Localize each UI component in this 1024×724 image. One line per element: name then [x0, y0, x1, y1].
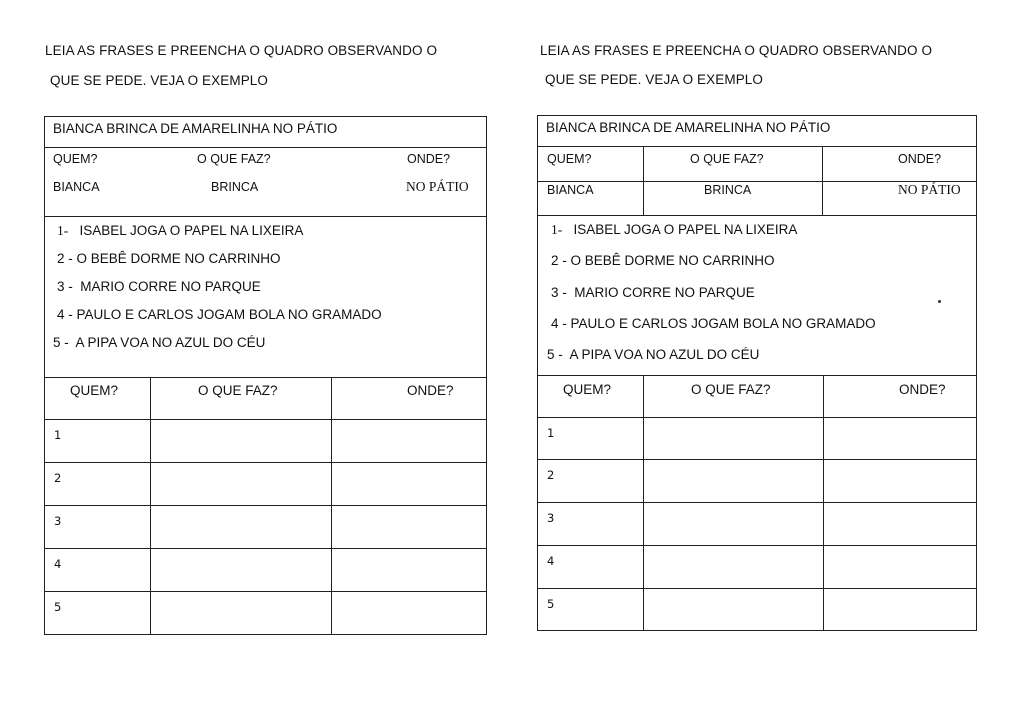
row-number: 2 — [54, 471, 62, 485]
grid-header-o-que-faz: O QUE FAZ? — [691, 382, 771, 397]
answer-cell-o-que-faz-1[interactable] — [152, 421, 330, 461]
example-header-onde: ONDE? — [898, 152, 942, 166]
answer-cell-quem-5[interactable] — [66, 593, 148, 633]
grid-row-divider — [537, 588, 977, 589]
row-number: 1 — [54, 428, 62, 442]
example-header-o-que-faz: O QUE FAZ? — [197, 152, 271, 166]
answer-cell-onde-1[interactable] — [825, 419, 975, 458]
answer-cell-quem-3[interactable] — [66, 507, 148, 547]
answer-cell-quem-5[interactable] — [559, 590, 641, 630]
answer-cell-onde-1[interactable] — [333, 421, 485, 461]
answer-cell-quem-1[interactable] — [66, 421, 148, 461]
row-number: 4 — [547, 554, 555, 568]
example-header-quem: QUEM? — [53, 152, 98, 166]
grid-header-onde: ONDE? — [899, 382, 946, 397]
sentence-2: 2 - O BEBÊ DORME NO CARRINHO — [57, 251, 281, 266]
instruction-line-2: QUE SE PEDE. VEJA O EXEMPLO — [50, 73, 269, 88]
sentence-5: 5 - A PIPA VOA NO AZUL DO CÉU — [547, 347, 760, 362]
answer-cell-quem-3[interactable] — [559, 504, 641, 544]
grid-row-divider — [44, 591, 487, 592]
example-sentence: BIANCA BRINCA DE AMARELINHA NO PÁTIO — [53, 121, 338, 136]
sentence-2: 2 - O BEBÊ DORME NO CARRINHO — [551, 253, 775, 268]
answer-cell-onde-2[interactable] — [333, 464, 485, 504]
row-number: 3 — [547, 511, 555, 525]
example-header-quem: QUEM? — [547, 152, 592, 166]
answer-cell-quem-4[interactable] — [66, 550, 148, 590]
scan-speck — [938, 300, 941, 303]
sentence-4: 4 - PAULO E CARLOS JOGAM BOLA NO GRAMADO — [57, 307, 382, 322]
grid-row-divider — [537, 502, 977, 503]
row-number: 5 — [547, 597, 555, 611]
grid-row-divider — [44, 462, 487, 463]
divider — [44, 147, 487, 148]
answer-cell-o-que-faz-3[interactable] — [645, 504, 821, 544]
grid-header-onde: ONDE? — [407, 383, 454, 398]
grid-header-quem: QUEM? — [70, 383, 119, 398]
answer-cell-onde-3[interactable] — [825, 504, 975, 544]
grid-row-divider — [44, 505, 487, 506]
answer-cell-o-que-faz-4[interactable] — [152, 550, 330, 590]
instruction-line-1: LEIA AS FRASES E PREENCHA O QUADRO OBSERVANDO O — [45, 43, 438, 58]
answer-cell-o-que-faz-5[interactable] — [645, 590, 821, 630]
divider — [44, 216, 487, 217]
example-sentence: BIANCA BRINCA DE AMARELINHA NO PÁTIO — [546, 120, 831, 135]
example-header-onde: ONDE? — [407, 152, 451, 166]
answer-cell-o-que-faz-4[interactable] — [645, 547, 821, 587]
row-number: 3 — [54, 514, 62, 528]
sentence-1: 1- ISABEL JOGA O PAPEL NA LIXEIRA — [57, 223, 304, 238]
sentence-5: 5 - A PIPA VOA NO AZUL DO CÉU — [53, 335, 266, 350]
example-value-quem: BIANCA — [53, 180, 100, 194]
answer-cell-quem-2[interactable] — [66, 464, 148, 504]
example-header-o-que-faz: O QUE FAZ? — [690, 152, 764, 166]
row-number: 2 — [547, 468, 555, 482]
answer-cell-quem-4[interactable] — [559, 547, 641, 587]
answer-cell-o-que-faz-2[interactable] — [152, 464, 330, 504]
grid-column-divider — [331, 377, 332, 635]
instruction-line-1: LEIA AS FRASES E PREENCHA O QUADRO OBSERVANDO O — [540, 43, 933, 58]
answer-cell-quem-2[interactable] — [559, 461, 641, 501]
answer-cell-onde-2[interactable] — [825, 461, 975, 501]
grid-column-divider — [150, 377, 151, 635]
sentence-1: 1- ISABEL JOGA O PAPEL NA LIXEIRA — [551, 222, 798, 237]
row-number: 4 — [54, 557, 62, 571]
sentence-4: 4 - PAULO E CARLOS JOGAM BOLA NO GRAMADO — [551, 316, 876, 331]
instruction-line-2: QUE SE PEDE. VEJA O EXEMPLO — [545, 72, 764, 87]
grid-row-divider — [537, 417, 977, 418]
sentence-3: 3 - MARIO CORRE NO PARQUE — [57, 279, 261, 294]
example-value-o-que-faz: BRINCA — [211, 180, 259, 194]
divider — [537, 215, 977, 216]
example-value-o-que-faz: BRINCA — [704, 183, 752, 197]
answer-cell-onde-4[interactable] — [333, 550, 485, 590]
grid-column-divider — [643, 375, 644, 631]
grid-row-divider — [44, 419, 487, 420]
answer-cell-o-que-faz-1[interactable] — [645, 419, 821, 458]
grid-column-divider — [823, 375, 824, 631]
answer-cell-o-que-faz-2[interactable] — [645, 461, 821, 501]
grid-header-o-que-faz: O QUE FAZ? — [198, 383, 278, 398]
answer-cell-onde-5[interactable] — [825, 590, 975, 630]
divider — [537, 146, 977, 147]
answer-cell-o-que-faz-3[interactable] — [152, 507, 330, 547]
answer-cell-onde-5[interactable] — [333, 593, 485, 633]
answer-cell-o-que-faz-5[interactable] — [152, 593, 330, 633]
grid-header-quem: QUEM? — [563, 382, 612, 397]
grid-row-divider — [537, 459, 977, 460]
example-value-onde: NO PÁTIO — [406, 179, 469, 194]
grid-row-divider — [537, 545, 977, 546]
row-number: 1 — [547, 426, 555, 440]
example-value-onde: NO PÁTIO — [898, 182, 961, 197]
grid-row-divider — [44, 548, 487, 549]
example-value-quem: BIANCA — [547, 183, 594, 197]
sentence-3: 3 - MARIO CORRE NO PARQUE — [551, 285, 755, 300]
row-number: 5 — [54, 600, 62, 614]
answer-cell-onde-3[interactable] — [333, 507, 485, 547]
answer-cell-onde-4[interactable] — [825, 547, 975, 587]
answer-cell-quem-1[interactable] — [559, 419, 641, 458]
